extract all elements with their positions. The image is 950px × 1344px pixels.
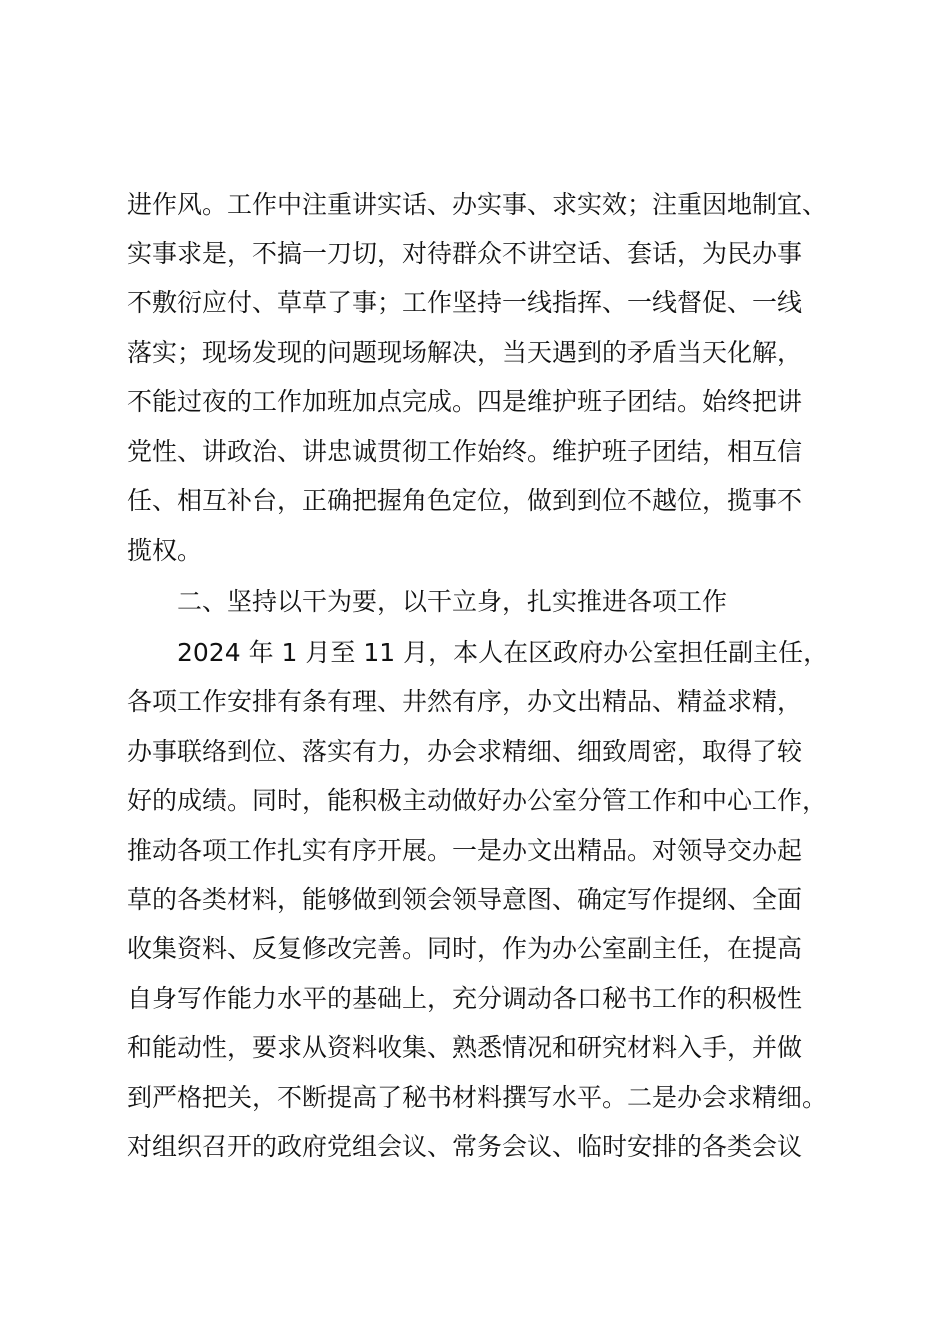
body-text-line: 好的成绩。同时，能积极主动做好办公室分管工作和中心工作， [127,786,828,815]
section-heading: 二、坚持以干为要，以干立身，扎实推进各项工作 [177,587,728,616]
body-text-line: 不敷衍应付、草草了事；工作坚持一线指挥、一线督促、一线 [127,288,803,317]
body-text-line: 进作风。工作中注重讲实话、办实事、求实效；注重因地制宜、 [127,190,828,219]
body-text-line: 任、相互补台，正确把握角色定位，做到到位不越位，揽事不 [127,486,803,515]
body-text-line: 草的各类材料，能够做到领会领导意图、确定写作提纲、全面 [127,885,803,914]
body-text-line: 揽权。 [127,536,203,565]
body-text-line: 党性、讲政治、讲忠诚贯彻工作始终。维护班子团结，相互信 [127,437,803,466]
body-text-line: 落实；现场发现的问题现场解决，当天遇到的矛盾当天化解， [127,338,803,367]
body-text-line: 办事联络到位、落实有力，办会求精细、细致周密，取得了较 [127,737,803,766]
body-text-line: 到严格把关，不断提高了秘书材料撰写水平。二是办会求精细。 [127,1083,828,1112]
body-text-line: 实事求是，不搞一刀切，对待群众不讲空话、套话，为民办事 [127,239,803,268]
body-text-line: 和能动性，要求从资料收集、熟悉情况和研究材料入手，并做 [127,1033,803,1062]
body-text-line: 各项工作安排有条有理、井然有序，办文出精品、精益求精， [127,687,803,716]
body-text-line: 自身写作能力水平的基础上，充分调动各口秘书工作的积极性 [127,984,803,1013]
body-text-line: 对组织召开的政府党组会议、常务会议、临时安排的各类会议 [127,1132,803,1161]
paragraph-first-line: 2024 年 1 月至 11 月，本人在区政府办公室担任副主任， [177,638,829,667]
body-text-line: 收集资料、反复修改完善。同时，作为办公室副主任，在提高 [127,934,803,963]
body-text-line: 不能过夜的工作加班加点完成。四是维护班子团结。始终把讲 [127,387,803,416]
body-text-line: 推动各项工作扎实有序开展。一是办文出精品。对领导交办起 [127,836,803,865]
